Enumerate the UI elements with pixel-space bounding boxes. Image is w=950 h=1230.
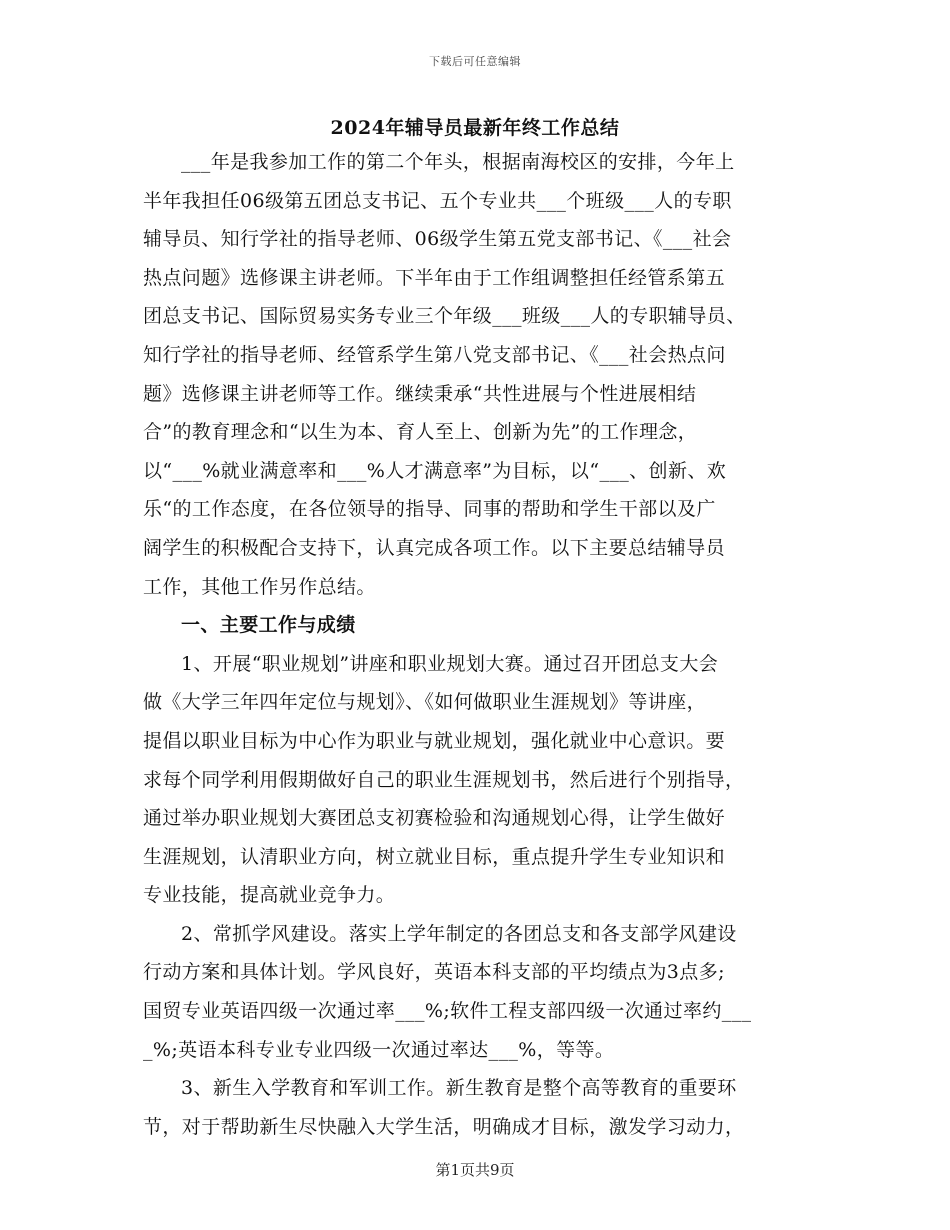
text-line: 1、开展“职业规划”讲座和职业规划大赛。通过召开团总支大会 [181,652,719,675]
text-line: 2、常抓学风建设。落实上学年制定的各团总支和各支部学风建设 [181,922,737,945]
header-note: 下载后可任意编辑 [429,55,521,68]
page-number: 第1页共9页 [435,1161,515,1179]
text-line: 工作，其他工作另作总结。 [143,575,376,598]
text-line: 热点问题》选修课主讲老师。下半年由于工作组调整担任经管系第五 [143,266,726,289]
document-body [143,143,808,1146]
document-title: 2024年辅导员最新年终工作总结 [330,117,620,139]
text-line: 做《大学三年四年定位与规划》、《如何做职业生涯规划》等讲座， [143,691,707,714]
text-line: 辅导员、知行学社的指导老师、06级学生第五党支部书记、《___社会 [143,228,732,251]
text-line: 行动方案和具体计划。学风良好，英语本科支部的平均绩点为3点多; [143,961,725,984]
text-line: ___年是我参加工作的第二个年头，根据南海校区的安排，今年上 [181,151,735,173]
text-line: 知行学社的指导老师、经管系学生第八党支部书记、《___社会热点问 [143,343,726,366]
section-heading: 一、主要工作与成绩 [181,614,356,637]
text-line: 团总支书记、国际贸易实务专业三个年级___班级___人的专职辅导员、 [143,305,746,328]
text-line: 半年我担任06级第五团总支书记、五个专业共___个班级___人的专职 [143,189,732,212]
text-line: 节，对于帮助新生尽快融入大学生活，明确成才目标，激发学习动力， [143,1115,745,1138]
text-line: 阔学生的积极配合支持下，认真完成各项工作。以下主要总结辅导员 [143,536,726,559]
text-line: 通过举办职业规划大赛团总支初赛检验和沟通规划心得，让学生做好 [143,807,726,830]
text-line: 提倡以职业目标为中心作为职业与就业规划，强化就业中心意识。要 [143,729,726,752]
text-line: 以“___%就业满意率和___%人才满意率”为目标，以“___、创新、欢 [143,459,727,482]
text-line: 合”的教育理念和“以生为本、育人至上、创新为先”的工作理念， [143,421,698,444]
text-line: _%;英语本科专业专业四级一次通过率达___%，等等。 [143,1038,615,1061]
text-line: 生涯规划，认清职业方向，树立就业目标，重点提升学生专业知识和 [143,845,726,868]
text-line: 专业技能，提高就业竞争力。 [143,884,396,907]
text-line: 乐“的工作态度，在各位领导的指导、同事的帮助和学生干部以及广 [143,498,716,521]
text-line: 题》选修课主讲老师等工作。继续秉承“共性进展与个性进展相结 [143,382,697,405]
text-line: 求每个同学利用假期做好自己的职业生涯规划书，然后进行个别指导， [143,768,745,791]
text-line: 国贸专业英语四级一次通过率___%;软件工程支部四级一次通过率约___ [143,1000,752,1023]
text-line: 3、新生入学教育和军训工作。新生教育是整个高等教育的重要环 [181,1077,737,1100]
